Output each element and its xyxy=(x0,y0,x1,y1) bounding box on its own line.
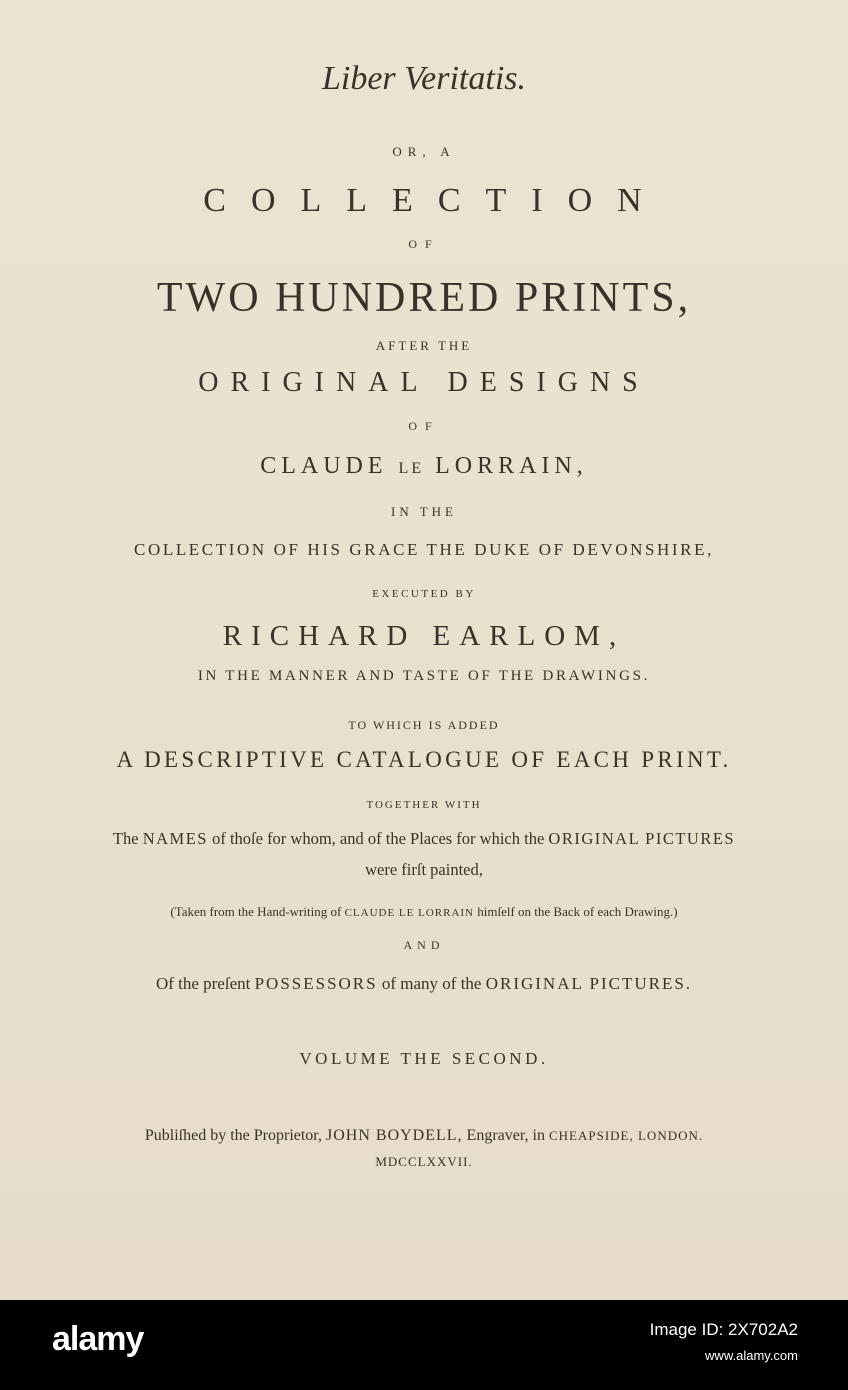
text-collection-of-duke: COLLECTION OF HIS GRACE THE DUKE OF DEVONSHIRE, xyxy=(134,540,714,559)
heading-two-hundred-prints: TWO HUNDRED PRINTS, xyxy=(156,275,692,321)
text-first-painted: were firſt painted, xyxy=(365,860,483,879)
present-part-4: ORIGINAL PICTURES. xyxy=(485,974,693,993)
site-url: www.alamy.com xyxy=(705,1348,798,1363)
text-in-the: IN THE xyxy=(390,504,457,519)
taken-part-1: (Taken from the Hand-writing of xyxy=(170,904,342,919)
pub-part-1: Publiſhed by the Proprietor, xyxy=(144,1127,322,1144)
text-of-1: OF xyxy=(408,237,440,251)
heading-claude-le-lorrain xyxy=(0,454,848,478)
heading-original-designs: ORIGINAL DESIGNS xyxy=(198,367,650,398)
text-and: AND xyxy=(403,938,445,952)
book-title: Liber Veritatis. xyxy=(321,60,527,97)
text-taken-from xyxy=(0,905,848,919)
image-id-block xyxy=(650,1320,798,1363)
names-part-1: The xyxy=(112,829,139,848)
heading-richard-earlom: RICHARD EARLOM, xyxy=(222,620,626,652)
pub-part-4: CHEAPSIDE, LONDON. xyxy=(548,1128,704,1143)
text-together-with: TOGETHER WITH xyxy=(366,799,482,811)
text-manner-and-taste: IN THE MANNER AND TASTE OF THE DRAWINGS. xyxy=(197,668,651,684)
taken-part-2: CLAUDE LE LORRAIN xyxy=(344,907,474,919)
claude-name: CLAUDE xyxy=(260,453,388,479)
names-part-2: NAMES xyxy=(142,829,208,848)
text-names-line xyxy=(0,831,848,848)
text-of-2: OF xyxy=(408,419,440,433)
text-published-by xyxy=(0,1128,848,1144)
claude-lorrain: LORRAIN, xyxy=(435,453,588,479)
heading-collection: COLLECTION xyxy=(203,182,667,219)
present-part-1: Of the preſent xyxy=(155,974,251,993)
heading-volume: VOLUME THE SECOND. xyxy=(299,1049,549,1068)
pub-part-3: Engraver, in xyxy=(466,1127,545,1144)
pub-part-2: JOHN BOYDELL, xyxy=(326,1127,463,1144)
claude-le: LE xyxy=(398,460,425,477)
alamy-logo: alamy xyxy=(52,1320,144,1358)
heading-descriptive-catalogue: A DESCRIPTIVE CATALOGUE OF EACH PRINT. xyxy=(116,747,732,772)
text-after-the: AFTER THE xyxy=(375,338,473,353)
names-part-3: of thoſe for whom, and of the Places for which the xyxy=(212,829,545,848)
taken-part-3: himſelf on the Back of each Drawing.) xyxy=(477,904,678,919)
present-part-3: of many of the xyxy=(381,974,482,993)
text-present-possessors xyxy=(0,975,848,992)
names-part-4: ORIGINAL PICTURES xyxy=(548,829,736,848)
subtitle-or-a: OR, A xyxy=(392,144,456,159)
present-part-2: POSSESSORS xyxy=(254,974,378,993)
text-executed-by: EXECUTED BY xyxy=(372,588,476,600)
image-id: Image ID: 2X702A2 xyxy=(649,1320,798,1339)
text-to-which-is-added: TO WHICH IS ADDED xyxy=(348,718,500,732)
text-date: MDCCLXXVII. xyxy=(375,1154,473,1169)
